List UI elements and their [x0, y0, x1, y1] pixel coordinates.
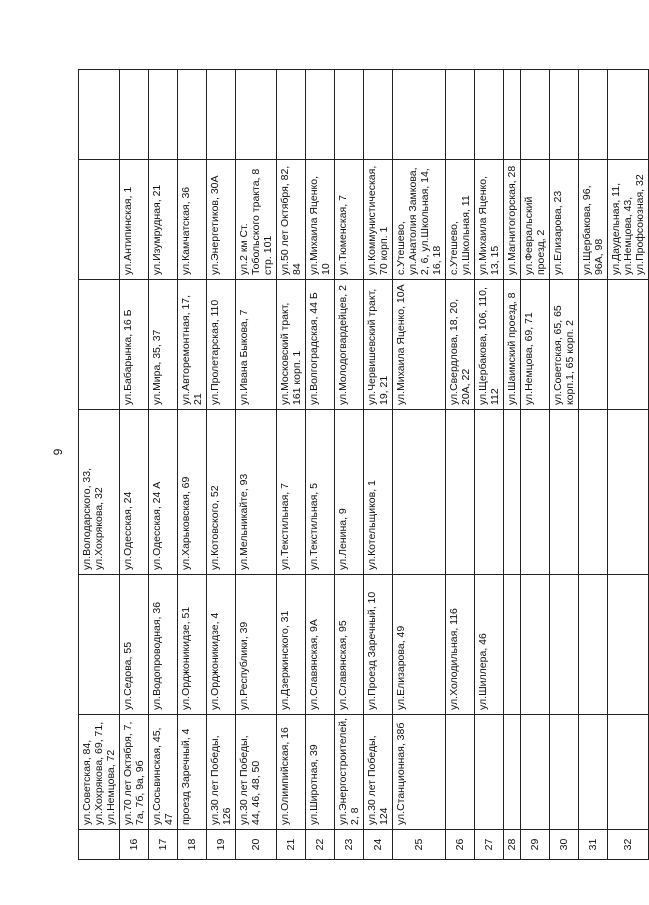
address-cell: ул.2 км Ст. Тобольского тракта, 8 стр. 101 [236, 160, 277, 280]
address-cell: ул.Авторемонтная, 17, 21 [178, 280, 207, 410]
address-cell [393, 410, 446, 575]
address-cell: ул.Магнитогорская, 28 [504, 160, 521, 280]
table-row [236, 70, 277, 860]
row-number-cell: 18 [178, 830, 207, 860]
address-cell: ул.Февральский проезд, 2 [521, 160, 550, 280]
address-cell [521, 410, 550, 575]
address-cell: ул.Володарского, 33, ул.Хохрякова, 32 [79, 410, 120, 575]
address-cell: ул.Одесская, 24 [120, 410, 149, 575]
address-cell: ул.Сосьвинская, 45, 47 [149, 715, 178, 830]
address-cell [504, 70, 521, 160]
address-cell [393, 70, 446, 160]
address-cell [178, 70, 207, 160]
row-number-cell: 31 [579, 830, 608, 860]
address-cell [207, 70, 236, 160]
address-cell [149, 70, 178, 160]
address-cell [475, 410, 504, 575]
table-row [504, 70, 521, 860]
address-cell [120, 70, 149, 160]
row-number-cell: 25 [393, 830, 446, 860]
address-cell: ул.50 лет Октября, 82, 84 [277, 160, 306, 280]
row-number-cell: 20 [236, 830, 277, 860]
table-row [178, 70, 207, 860]
table-row [475, 70, 504, 860]
address-cell [521, 715, 550, 830]
address-cell [79, 70, 120, 160]
address-cell [550, 70, 579, 160]
address-cell [446, 70, 475, 160]
address-cell [550, 410, 579, 575]
address-cell [579, 575, 608, 715]
addresses-table-wrapper [78, 70, 646, 860]
table-row [364, 70, 393, 860]
address-cell [504, 575, 521, 715]
table-row [579, 70, 608, 860]
row-number-cell: 22 [306, 830, 335, 860]
row-number-cell: 24 [364, 830, 393, 860]
address-cell [446, 410, 475, 575]
address-cell [79, 575, 120, 715]
address-cell: ул.Коммунистическая, 70 корп. 1 [364, 160, 393, 280]
address-cell: ул.30 лет Победы, 44, 46, 48, 50 [236, 715, 277, 830]
address-cell: ул.Свердлова, 18, 20, 20А, 22 [446, 280, 475, 410]
address-cell: проезд Заречный, 4 [178, 715, 207, 830]
address-cell [335, 70, 364, 160]
address-cell [521, 70, 550, 160]
address-cell [608, 715, 649, 830]
address-cell: ул.Энергостроителей, 2, 8 [335, 715, 364, 830]
table-row [120, 70, 149, 860]
address-cell: ул.Широтная, 39 [306, 715, 335, 830]
address-cell: ул.Немцова, 69, 71 [521, 280, 550, 410]
address-cell: ул.Бабарынка, 16 Б [120, 280, 149, 410]
address-cell: ул.Одесская, 24 А [149, 410, 178, 575]
address-cell [79, 160, 120, 280]
table-row [149, 70, 178, 860]
table-row [335, 70, 364, 860]
address-cell: ул.Котовского, 52 [207, 410, 236, 575]
address-cell: ул.Михаила Яценко, 10 [306, 160, 335, 280]
address-cell: ул.Славянская, 95 [335, 575, 364, 715]
address-cell: с.Утешево, ул.Анатолия Замкова, 2, 6, ул.Школьная, 14, 16, 18 [393, 160, 446, 280]
address-cell: ул.Шаимский проезд, 8 [504, 280, 521, 410]
row-number-cell: 23 [335, 830, 364, 860]
address-cell: ул.Мельникайте, 93 [236, 410, 277, 575]
row-number-cell: 16 [120, 830, 149, 860]
address-cell: ул.Проезд Заречный, 10 [364, 575, 393, 715]
address-cell: ул.Антипинская, 1 [120, 160, 149, 280]
address-cell: ул.Елизарова, 49 [393, 575, 446, 715]
row-number-cell: 19 [207, 830, 236, 860]
address-cell: ул.Орджоникидзе, 51 [178, 575, 207, 715]
address-cell: ул.Водопроводная, 36 [149, 575, 178, 715]
address-cell: ул.Станционная, 38б [393, 715, 446, 830]
address-cell: ул.Камчатская, 36 [178, 160, 207, 280]
row-number-cell [79, 830, 120, 860]
address-cell [79, 280, 120, 410]
address-cell: ул.Михаила Яценко, 13, 15 [475, 160, 504, 280]
address-cell: с.Утешево, ул.Школьная, 11 [446, 160, 475, 280]
address-cell: ул.Ивана Быкова, 7 [236, 280, 277, 410]
address-cell [608, 575, 649, 715]
address-cell [550, 715, 579, 830]
address-cell [608, 70, 649, 160]
address-cell: ул.Шиллера, 46 [475, 575, 504, 715]
address-cell [277, 70, 306, 160]
address-cell: ул.Елизарова, 23 [550, 160, 579, 280]
table-row [550, 70, 579, 860]
address-cell: ул.Московский тракт, 161 корп. 1 [277, 280, 306, 410]
address-cell [475, 715, 504, 830]
table-row [608, 70, 649, 860]
address-cell: ул.Орджоникидзе, 4 [207, 575, 236, 715]
address-cell: ул.Текстильная, 7 [277, 410, 306, 575]
address-cell: ул.Червишевский тракт, 19, 21 [364, 280, 393, 410]
address-cell: ул.Молодогвардейцев, 2 [335, 280, 364, 410]
address-cell: ул.Холодильная, 116 [446, 575, 475, 715]
table-row [277, 70, 306, 860]
address-cell [306, 70, 335, 160]
address-cell [364, 70, 393, 160]
address-cell [504, 410, 521, 575]
address-cell: ул.Советская, 65, 65 корп.1, 65 корп. 2 [550, 280, 579, 410]
address-cell: ул.Мира, 35, 37 [149, 280, 178, 410]
address-cell: ул.Даудельная, 11, ул.Немцова, 43, ул.Профсоюзная, 32 [608, 160, 649, 280]
address-cell [579, 715, 608, 830]
address-cell: ул.Текстильная, 5 [306, 410, 335, 575]
table-row [207, 70, 236, 860]
address-cell: ул.30 лет Победы, 126 [207, 715, 236, 830]
table-row-header [79, 70, 120, 860]
address-cell [475, 70, 504, 160]
row-number-cell: 32 [608, 830, 649, 860]
address-cell [236, 70, 277, 160]
page-number: 6 [50, 448, 65, 456]
row-number-cell: 21 [277, 830, 306, 860]
address-cell: ул.Ленина, 9 [335, 410, 364, 575]
table-row [446, 70, 475, 860]
row-number-cell: 17 [149, 830, 178, 860]
addresses-table [78, 69, 649, 860]
address-cell: ул.Михаила Яценко, 10А [393, 280, 446, 410]
row-number-cell: 28 [504, 830, 521, 860]
address-cell [608, 280, 649, 410]
table-row [306, 70, 335, 860]
address-cell: ул.Харьковская, 69 [178, 410, 207, 575]
table-row [521, 70, 550, 860]
address-cell: ул.Олимпийская, 16 [277, 715, 306, 830]
address-cell: ул.Щербакова, 96, 96А, 98 [579, 160, 608, 280]
address-cell: ул.30 лет Победы, 124 [364, 715, 393, 830]
address-cell: ул.Волгоградская, 44 Б [306, 280, 335, 410]
address-cell [579, 410, 608, 575]
address-cell [446, 715, 475, 830]
address-cell: ул.Энергетиков, 30А [207, 160, 236, 280]
address-cell [579, 280, 608, 410]
address-cell: ул.Республики, 39 [236, 575, 277, 715]
row-number-cell: 29 [521, 830, 550, 860]
address-cell: ул.Славянская, 9А [306, 575, 335, 715]
address-cell [521, 575, 550, 715]
address-cell: ул.Тюменская, 7 [335, 160, 364, 280]
address-cell: ул.Котельщиков, 1 [364, 410, 393, 575]
row-number-cell: 26 [446, 830, 475, 860]
address-cell: ул.Советская, 84, ул.Хохрякова, 69, 71, ул.Немцова, 72 [79, 715, 120, 830]
table-row [393, 70, 446, 860]
address-cell: ул.Щербакова, 106, 110, 112 [475, 280, 504, 410]
address-cell [608, 410, 649, 575]
address-cell [504, 715, 521, 830]
address-cell: ул.Дзержинского, 31 [277, 575, 306, 715]
address-cell [579, 70, 608, 160]
address-cell: ул.70 лет Октября, 7, 7а, 7б, 9а, 9б [120, 715, 149, 830]
address-cell: ул.Пролетарская, 110 [207, 280, 236, 410]
address-cell: ул.Изумрудная, 21 [149, 160, 178, 280]
address-cell: ул.Седова, 55 [120, 575, 149, 715]
row-number-cell: 30 [550, 830, 579, 860]
address-cell [550, 575, 579, 715]
row-number-cell: 27 [475, 830, 504, 860]
